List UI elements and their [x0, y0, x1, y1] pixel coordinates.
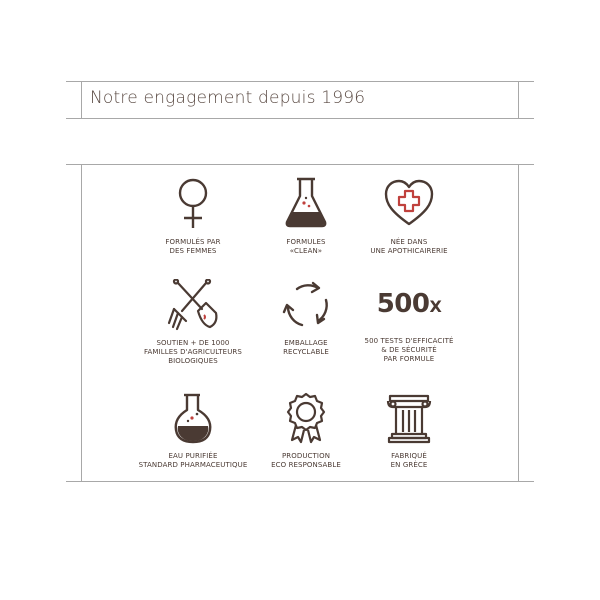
feature-caption-line: BIOLOGIQUES — [168, 357, 218, 365]
feature-caption-line: PAR FORMULE — [383, 355, 435, 363]
panel-right-rule — [518, 164, 519, 481]
feature-caption-line: DES FEMMES — [169, 247, 217, 255]
feature-caption-line: EN GRÈCE — [390, 461, 428, 469]
panel-bottom-rule — [66, 481, 534, 482]
tests-multiplier: X — [429, 297, 442, 316]
feature-caption-line: FORMULES — [286, 238, 326, 246]
feature-caption-line: FABRIQUÉ — [391, 452, 427, 460]
feature-caption-line: 500 TESTS D'EFFICACITÉ — [364, 337, 454, 345]
header-bottom-rule — [66, 118, 534, 119]
feature-caption-line: NÉE DANS — [390, 238, 428, 246]
feature-caption-line: «CLEAN» — [289, 247, 323, 255]
award-rosette-icon — [281, 392, 331, 444]
feature-made-in-greece — [334, 392, 484, 470]
panel-left-rule — [81, 164, 82, 481]
feature-caption-line: EMBALLAGE — [284, 339, 328, 347]
female-symbol-icon — [168, 176, 218, 230]
feature-caption-line: SOUTIEN + DE 1000 — [156, 339, 230, 347]
page-title: Notre engagement depuis 1996 — [90, 88, 366, 108]
header-left-rule — [81, 81, 82, 118]
farming-tools-icon — [166, 279, 220, 331]
lab-flask-icon — [281, 176, 331, 230]
tests-count — [334, 279, 484, 329]
round-flask-icon — [168, 392, 218, 444]
feature-caption-line: ECO RESPONSABLE — [271, 461, 341, 469]
feature-caption-line: & DE SÉCURITÉ — [381, 346, 437, 354]
feature-apothecary-born — [334, 176, 484, 256]
feature-caption-line: STANDARD PHARMACEUTIQUE — [138, 461, 248, 469]
header-right-rule — [518, 81, 519, 118]
greek-column-icon — [384, 392, 434, 444]
feature-caption-line: FAMILLES D'AGRICULTEURS — [144, 348, 242, 356]
feature-caption-line: PRODUCTION — [281, 452, 331, 460]
feature-500-tests — [334, 279, 484, 364]
panel-top-rule — [66, 164, 534, 165]
recycle-icon — [280, 279, 332, 331]
header-top-rule — [66, 81, 534, 82]
heart-cross-icon — [382, 176, 436, 230]
feature-caption-line: UNE APOTHICAIRERIE — [370, 247, 448, 255]
feature-caption-line: RECYCLABLE — [283, 348, 329, 356]
feature-caption-line: FORMULÉS PAR — [165, 238, 221, 246]
tests-number: 500 — [376, 289, 430, 319]
feature-caption-line: EAU PURIFIÉE — [168, 452, 218, 460]
